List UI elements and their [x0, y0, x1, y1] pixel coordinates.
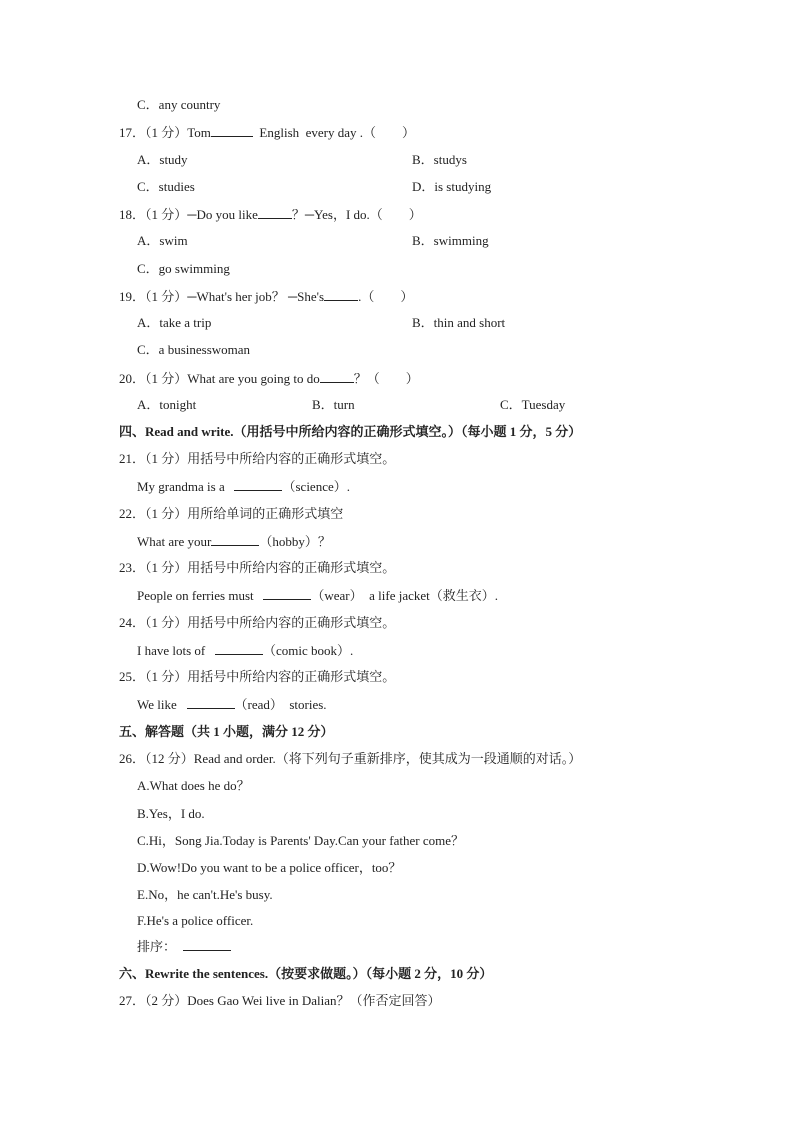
q23-sentence [137, 587, 498, 603]
q20-stem-post: ？（ ） [353, 371, 419, 386]
q26-sentence-f: F.He's a police officer. [137, 913, 254, 928]
q17-stem-pre: 17．（1 分）Tom [119, 125, 211, 140]
q24-sentence-post: （comic book）. [262, 643, 354, 658]
q20-option-c: C．Tuesday [500, 397, 566, 412]
q25-stem: 25．（1 分）用括号中所给内容的正确形式填空。 [119, 669, 396, 684]
q25-sentence-pre: We like [137, 697, 187, 712]
q17-stem [119, 124, 415, 140]
q18-option-b: B．swimming [412, 233, 489, 248]
q20-stem-pre: 20．（1 分）What are you going to do [119, 371, 320, 386]
q22-sentence-pre: What are your [137, 534, 212, 549]
q26-order-line [137, 938, 231, 954]
q21-sentence-post: （science）. [282, 479, 350, 494]
q17-option-b: B．studys [412, 152, 467, 167]
q26-sentence-c: C.Hi，Song Jia.Today is Parents' Day.Can your father come？ [137, 833, 464, 848]
q18-option-c: C．go swimming [137, 261, 230, 276]
q23-stem: 23．（1 分）用括号中所给内容的正确形式填空。 [119, 560, 396, 575]
q18-stem-pre: 18．（1 分）─Do you like [119, 207, 258, 222]
q21-sentence [137, 478, 350, 494]
q20-option-a: A．tonight [137, 397, 197, 412]
q18-option-a: A．swim [137, 233, 188, 248]
q18-stem [119, 206, 422, 222]
q25-answer-blank[interactable] [187, 696, 235, 709]
q22-sentence [137, 533, 331, 549]
q23-sentence-pre: People on ferries must [137, 588, 264, 603]
q17-option-a: A．study [137, 152, 188, 167]
q19-option-b: B．thin and short [412, 315, 506, 330]
q26-order-label: 排序： [137, 939, 183, 954]
q24-answer-blank[interactable] [215, 642, 263, 655]
q21-sentence-pre: My grandma is a [137, 479, 235, 494]
q19-option-a: A．take a trip [137, 315, 212, 330]
q26-order-blank[interactable] [183, 938, 231, 951]
q26-sentence-a: A.What does he do？ [137, 778, 250, 793]
q22-answer-blank[interactable] [211, 533, 259, 546]
q24-sentence-pre: I have lots of [137, 643, 215, 658]
section-four-heading: 四、Read and write.（用括号中所给内容的正确形式填空。）（每小题 1 分，5 分） [119, 424, 582, 439]
q26-sentence-b: B.Yes，I do. [137, 806, 205, 821]
q22-stem: 22．（1 分）用所给单词的正确形式填空 [119, 506, 344, 521]
q17-option-c: C．studies [137, 179, 195, 194]
q27-stem: 27．（2 分）Does Gao Wei live in Dalian？（作否定回答） [119, 993, 441, 1008]
q19-answer-blank[interactable] [324, 288, 358, 301]
q21-answer-blank[interactable] [234, 478, 282, 491]
q16-option-c: C．any country [137, 97, 221, 112]
q18-answer-blank[interactable] [258, 206, 292, 219]
q22-sentence-post: （hobby）？ [259, 534, 331, 549]
q20-option-b: B．turn [312, 397, 355, 412]
q17-stem-post: English every day .（ ） [252, 125, 416, 140]
q23-sentence-post: （wear） a life jacket（救生衣）. [311, 588, 499, 603]
q19-stem-post: .（ ） [358, 289, 414, 304]
q19-stem [119, 288, 413, 304]
q20-stem [119, 370, 419, 386]
q26-sentence-e: E.No，he can't.He's busy. [137, 887, 273, 902]
q24-stem: 24．（1 分）用括号中所给内容的正确形式填空。 [119, 615, 396, 630]
q21-stem: 21．（1 分）用括号中所给内容的正确形式填空。 [119, 451, 396, 466]
q25-sentence-post: （read） stories. [234, 697, 327, 712]
q25-sentence [137, 696, 327, 712]
section-six-heading: 六、Rewrite the sentences.（按要求做题。）（每小题 2 分，10 分） [119, 966, 493, 981]
q17-option-d: D．is studying [412, 179, 492, 194]
q18-stem-post: ？─Yes，I do.（ ） [291, 207, 422, 222]
q19-option-c: C．a businesswoman [137, 342, 251, 357]
q17-answer-blank[interactable] [211, 124, 253, 137]
q26-stem: 26．（12 分）Read and order.（将下列句子重新排序，使其成为一段通顺的对话。） [119, 751, 582, 766]
q23-answer-blank[interactable] [263, 587, 311, 600]
q24-sentence [137, 642, 353, 658]
section-five-heading: 五、解答题（共 1 小题，满分 12 分） [119, 724, 334, 739]
q20-answer-blank[interactable] [320, 370, 354, 383]
q19-stem-pre: 19．（1 分）─What's her job？ ─She's [119, 289, 325, 304]
q26-sentence-d: D.Wow!Do you want to be a police officer，too？ [137, 860, 402, 875]
